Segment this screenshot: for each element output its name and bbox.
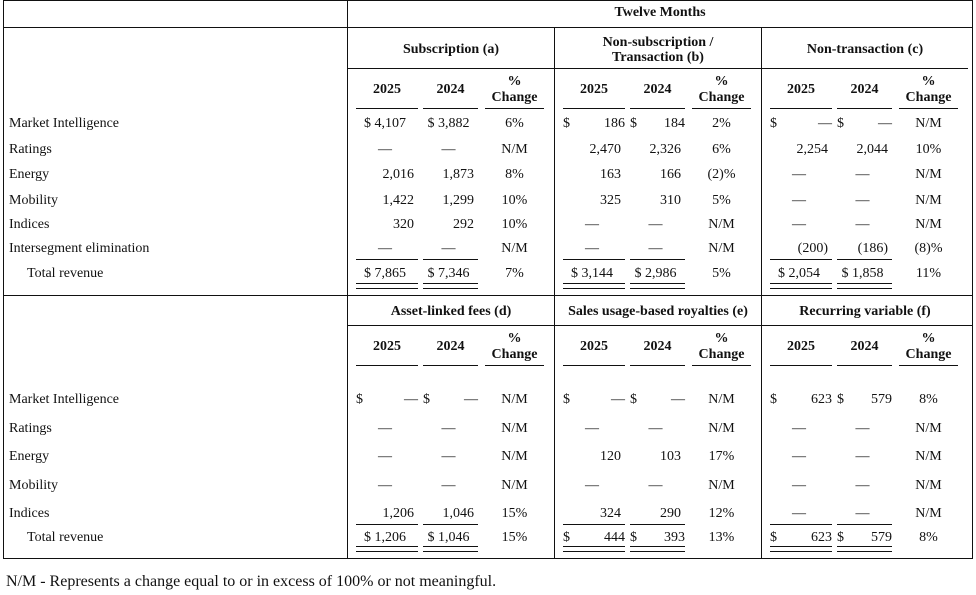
row-label: Ratings — [9, 421, 52, 436]
underline — [899, 108, 958, 109]
value-cell: — — [855, 193, 870, 208]
border-left — [3, 0, 4, 559]
year-header: 2024 — [436, 82, 465, 97]
underline — [630, 259, 685, 260]
pct-cell: N/M — [501, 392, 528, 407]
value-cell: — — [441, 478, 456, 493]
currency-symbol: $ — [423, 392, 430, 407]
value-cell: $ 3,144 — [571, 266, 613, 281]
value-cell: (200) — [797, 241, 828, 256]
currency-symbol: $ — [630, 392, 637, 407]
currency-symbol: $ — [837, 116, 844, 131]
value-cell: 324 — [600, 506, 621, 521]
pct-cell: 17% — [708, 449, 735, 464]
year-header: 2025 — [373, 339, 401, 354]
double-underline — [423, 283, 478, 289]
underline — [356, 108, 418, 109]
value-cell: 579 — [871, 392, 892, 407]
value-cell: — — [855, 449, 870, 464]
value-cell: — — [792, 506, 806, 521]
underline — [630, 108, 685, 109]
pct-cell: 2% — [712, 116, 731, 131]
underline — [485, 365, 544, 366]
value-cell: — — [441, 449, 456, 464]
pct-cell: 10% — [501, 217, 528, 232]
underline — [485, 108, 544, 109]
currency-symbol: $ — [563, 530, 570, 545]
pct-cell: N/M — [915, 449, 942, 464]
underline — [630, 365, 685, 366]
row-label: Mobility — [9, 478, 59, 493]
pct-cell: 10% — [501, 193, 528, 208]
pct-header: % — [507, 74, 522, 89]
currency-symbol: $ — [837, 392, 844, 407]
value-cell: 1,873 — [442, 167, 474, 182]
pct-cell: 7% — [505, 266, 524, 281]
pct-cell: N/M — [915, 421, 942, 436]
underline — [837, 365, 892, 366]
row-label: Market Intelligence — [9, 392, 120, 407]
year-header: 2025 — [373, 82, 401, 97]
underline — [899, 365, 958, 366]
period-header: Twelve Months — [614, 5, 706, 20]
value-cell: — — [378, 421, 392, 436]
underline — [356, 524, 418, 525]
value-cell: 2,326 — [649, 142, 681, 157]
group-header: Subscription (a) — [402, 42, 500, 57]
pct-cell: 8% — [505, 167, 524, 182]
underline — [837, 259, 892, 260]
value-cell: — — [855, 478, 870, 493]
underline — [563, 365, 625, 366]
value-cell: 2,044 — [856, 142, 888, 157]
value-cell: $ 7,865 — [364, 266, 406, 281]
value-cell: 166 — [660, 167, 681, 182]
change-header: Change — [905, 90, 952, 105]
change-header: Change — [698, 347, 745, 362]
pct-cell: N/M — [708, 478, 735, 493]
underline — [356, 365, 418, 366]
value-cell: 579 — [871, 530, 892, 545]
double-underline — [563, 283, 625, 289]
value-cell: 444 — [604, 530, 625, 545]
value-cell: — — [792, 193, 806, 208]
underline — [837, 108, 892, 109]
value-cell: — — [441, 241, 456, 256]
change-header: Change — [491, 347, 538, 362]
value-cell: — — [378, 142, 392, 157]
year-header: 2024 — [643, 339, 672, 354]
value-cell: 2,016 — [382, 167, 414, 182]
value-cell: 186 — [604, 116, 625, 131]
pct-cell: 15% — [501, 506, 528, 521]
pct-cell: N/M — [501, 241, 528, 256]
value-cell: — — [378, 449, 392, 464]
value-cell: 292 — [453, 217, 474, 232]
value-cell: — — [441, 421, 456, 436]
group-divider — [555, 68, 761, 69]
currency-symbol: $ — [563, 116, 570, 131]
pct-cell: 5% — [712, 193, 731, 208]
value-cell: — — [855, 506, 870, 521]
year-header: 2024 — [643, 82, 672, 97]
pct-header: % — [714, 331, 729, 346]
currency-symbol: $ — [837, 530, 844, 545]
total-label: Total revenue — [27, 266, 104, 281]
pct-cell: N/M — [915, 478, 942, 493]
row-label: Energy — [9, 449, 50, 464]
underline — [423, 259, 478, 260]
value-cell: — — [378, 478, 392, 493]
year-header: 2024 — [850, 339, 879, 354]
value-cell: — — [585, 241, 599, 256]
pct-cell: N/M — [708, 421, 735, 436]
value-cell: 2,254 — [796, 142, 828, 157]
pct-cell: 6% — [505, 116, 524, 131]
pct-cell: N/M — [501, 478, 528, 493]
underline — [423, 365, 478, 366]
value-cell: — — [441, 142, 456, 157]
pct-header: % — [921, 74, 936, 89]
double-underline — [630, 546, 685, 552]
pct-cell: 6% — [712, 142, 731, 157]
group-divider — [348, 68, 554, 69]
underline — [770, 524, 832, 525]
border-bottom — [3, 558, 973, 559]
value-cell: — — [792, 167, 806, 182]
underline — [692, 108, 751, 109]
double-underline — [770, 546, 832, 552]
currency-symbol: $ — [563, 392, 570, 407]
year-header: 2025 — [580, 82, 608, 97]
value-cell: — — [818, 116, 832, 131]
double-underline — [563, 546, 625, 552]
divider-bottom-groups — [347, 325, 973, 326]
currency-symbol: $ — [770, 530, 777, 545]
underline — [563, 259, 625, 260]
pct-cell: (8)% — [914, 241, 943, 256]
pct-header: % — [507, 331, 522, 346]
value-cell: — — [648, 217, 663, 232]
underline — [563, 108, 625, 109]
pct-cell: N/M — [708, 392, 735, 407]
value-cell: — — [648, 241, 663, 256]
underline — [630, 524, 685, 525]
pct-cell: N/M — [708, 217, 735, 232]
pct-cell: N/M — [501, 449, 528, 464]
value-cell: (186) — [857, 241, 888, 256]
pct-cell: N/M — [501, 421, 528, 436]
year-header: 2025 — [787, 82, 815, 97]
pct-header: % — [921, 331, 936, 346]
currency-symbol: $ — [630, 530, 637, 545]
group-header: Non-transaction (c) — [806, 42, 924, 57]
value-cell: 120 — [600, 449, 621, 464]
value-cell: $ 2,986 — [634, 266, 677, 281]
group-header: Recurring variable (f) — [799, 304, 931, 319]
pct-cell: 15% — [501, 530, 528, 545]
pct-header: % — [714, 74, 729, 89]
pct-cell: 5% — [712, 266, 731, 281]
double-underline — [837, 546, 892, 552]
double-underline — [837, 283, 892, 289]
value-cell: $ 1,206 — [364, 530, 406, 545]
row-label: Ratings — [9, 142, 52, 157]
underline — [423, 108, 478, 109]
pct-cell: N/M — [915, 217, 942, 232]
value-cell: 184 — [664, 116, 685, 131]
year-header: 2025 — [580, 339, 608, 354]
value-cell: 163 — [600, 167, 621, 182]
group-header: Asset-linked fees (d) — [390, 304, 512, 319]
year-header: 2025 — [787, 339, 815, 354]
value-cell: — — [648, 421, 663, 436]
value-cell: — — [464, 392, 478, 407]
value-cell: — — [855, 421, 870, 436]
double-underline — [770, 283, 832, 289]
value-cell: 310 — [660, 193, 681, 208]
value-cell: — — [648, 478, 663, 493]
border-right — [972, 0, 973, 559]
divider-header — [3, 27, 973, 28]
pct-cell: 10% — [915, 142, 942, 157]
currency-symbol: $ — [630, 116, 637, 131]
vline-label — [347, 0, 348, 559]
value-cell: 623 — [811, 392, 832, 407]
value-cell: 325 — [600, 193, 621, 208]
pct-cell: N/M — [915, 116, 942, 131]
pct-cell: N/M — [915, 193, 942, 208]
value-cell: — — [878, 116, 892, 131]
pct-cell: 8% — [919, 530, 938, 545]
currency-symbol: $ — [770, 392, 777, 407]
value-cell: — — [855, 217, 870, 232]
pct-cell: (2)% — [707, 167, 736, 182]
change-header: Change — [698, 90, 745, 105]
value-cell: — — [378, 241, 392, 256]
divider-middle — [3, 295, 973, 296]
change-header: Change — [905, 347, 952, 362]
group-header: Non-subscription / — [602, 35, 714, 50]
value-cell: 2,470 — [589, 142, 621, 157]
group-header: Transaction (b) — [612, 50, 704, 65]
value-cell: — — [792, 421, 806, 436]
value-cell: — — [671, 392, 685, 407]
value-cell: — — [404, 392, 418, 407]
value-cell: $ 2,054 — [778, 266, 820, 281]
value-cell: $ 1,046 — [427, 530, 470, 545]
footnote: N/M - Represents a change equal to or in excess of 100% or not meaningful. — [6, 573, 497, 590]
double-underline — [356, 283, 418, 289]
row-label: Indices — [9, 217, 50, 232]
pct-cell: 8% — [919, 392, 938, 407]
value-cell: 623 — [811, 530, 832, 545]
pct-cell: 13% — [708, 530, 735, 545]
value-cell: 1,299 — [442, 193, 474, 208]
total-label: Total revenue — [27, 530, 104, 545]
group-header: Sales usage-based royalties (e) — [568, 304, 748, 319]
value-cell: 103 — [660, 449, 681, 464]
underline — [692, 365, 751, 366]
border-top — [3, 0, 973, 1]
row-label: Energy — [9, 167, 50, 182]
value-cell: $ 7,346 — [427, 266, 470, 281]
double-underline — [423, 546, 478, 552]
value-cell: — — [855, 167, 870, 182]
value-cell: — — [792, 217, 806, 232]
underline — [356, 259, 418, 260]
double-underline — [630, 283, 685, 289]
underline — [770, 259, 832, 260]
value-cell: 1,422 — [382, 193, 414, 208]
value-cell: $ 3,882 — [427, 116, 470, 131]
underline — [563, 524, 625, 525]
value-cell: — — [792, 449, 806, 464]
value-cell: 320 — [393, 217, 414, 232]
group-divider — [762, 68, 968, 69]
currency-symbol: $ — [356, 392, 363, 407]
double-underline — [356, 546, 418, 552]
value-cell: 393 — [664, 530, 685, 545]
currency-symbol: $ — [770, 116, 777, 131]
change-header: Change — [491, 90, 538, 105]
value-cell: — — [792, 478, 806, 493]
pct-cell: N/M — [915, 506, 942, 521]
value-cell: — — [585, 217, 599, 232]
vline-group-1 — [554, 27, 555, 559]
underline — [770, 108, 832, 109]
underline — [837, 524, 892, 525]
value-cell: — — [585, 478, 599, 493]
pct-cell: N/M — [915, 167, 942, 182]
year-header: 2024 — [436, 339, 465, 354]
underline — [770, 365, 832, 366]
pct-cell: 12% — [708, 506, 735, 521]
value-cell: 1,046 — [442, 506, 474, 521]
pct-cell: N/M — [501, 142, 528, 157]
pct-cell: N/M — [708, 241, 735, 256]
year-header: 2024 — [850, 82, 879, 97]
value-cell: — — [611, 392, 625, 407]
row-label: Intersegment elimination — [9, 241, 150, 256]
pct-cell: 11% — [915, 266, 942, 281]
underline — [423, 524, 478, 525]
value-cell: $ 1,858 — [841, 266, 884, 281]
value-cell: 1,206 — [382, 506, 414, 521]
value-cell: $ 4,107 — [364, 116, 406, 131]
value-cell: 290 — [660, 506, 681, 521]
row-label: Indices — [9, 506, 50, 521]
row-label: Mobility — [9, 193, 59, 208]
row-label: Market Intelligence — [9, 116, 120, 131]
value-cell: — — [585, 421, 599, 436]
vline-group-2 — [761, 27, 762, 559]
